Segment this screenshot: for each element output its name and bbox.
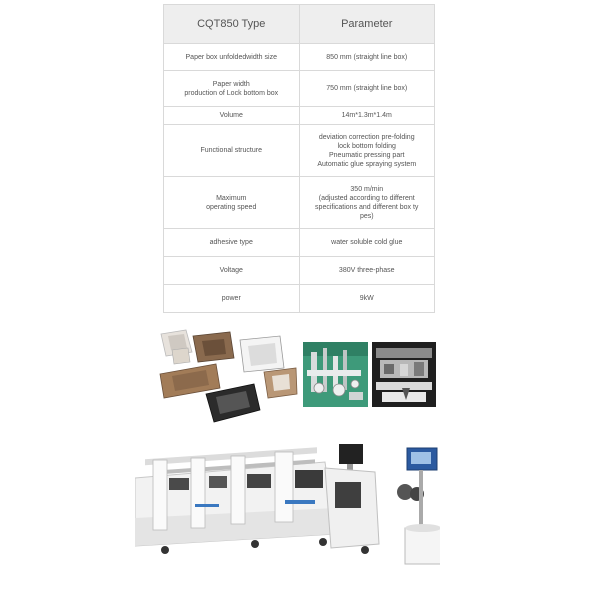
row-label: adhesive type [164,229,300,257]
row-value: 750 mm (straight line box) [299,71,435,107]
row-label: Maximum operating speed [164,177,300,229]
sample-boxes-photo [158,328,298,424]
table-row [164,257,435,285]
row-value: 9kW [299,285,435,313]
table-row [164,177,435,229]
table-row [164,285,435,313]
row-label: power [164,285,300,313]
row-label: Volume [164,107,300,125]
header-parameter: Parameter [299,5,435,44]
row-label: Paper width production of Lock bottom box [164,71,300,107]
folder-gluer-machine-photo [135,438,440,570]
row-label: Paper box unfoldedwidth size [164,44,300,71]
table-row [164,229,435,257]
row-label: Voltage [164,257,300,285]
header-type: CQT850 Type [164,5,300,44]
lock-bottom-mechanism-photo [372,342,436,407]
row-value: 14m*1.3m*1.4m [299,107,435,125]
table-header-row [164,5,435,44]
table-row [164,125,435,177]
row-value: 350 m/min (adjusted according to different specifications and different box ty pes) [299,177,435,229]
table-row [164,107,435,125]
row-value: water soluble cold glue [299,229,435,257]
row-label: Functional structure [164,125,300,177]
folding-parts-photo [303,342,368,407]
table-row [164,44,435,71]
spec-table [163,4,435,313]
table-row [164,71,435,107]
row-value: deviation correction pre-folding lock bottom folding Pneumatic pressing part Automatic glue spraying system [299,125,435,177]
row-value: 380V three-phase [299,257,435,285]
row-value: 850 mm (straight line box) [299,44,435,71]
